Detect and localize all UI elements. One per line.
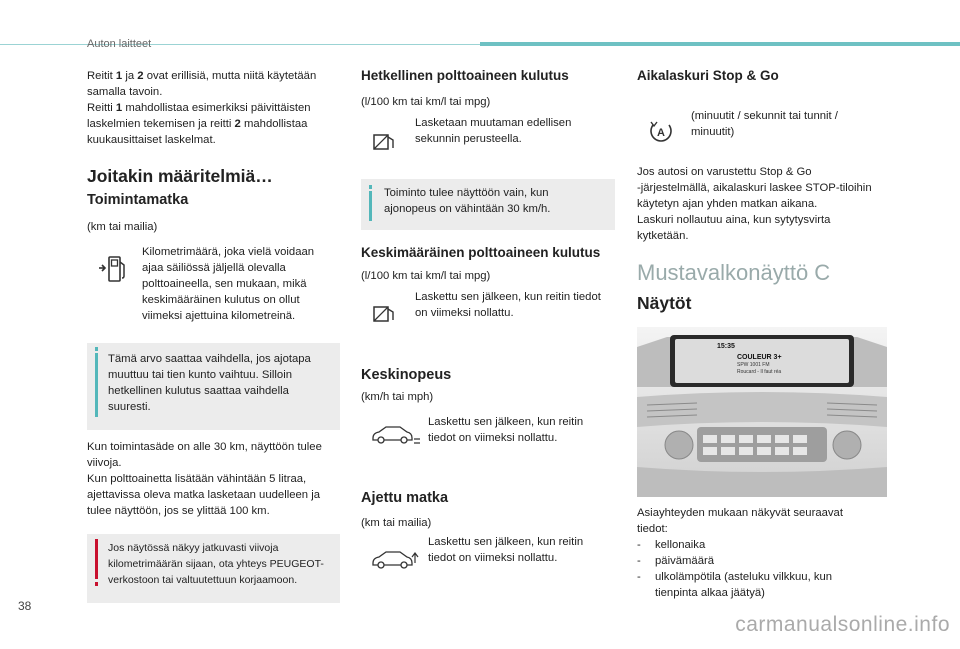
list-item: - kellonaika [637,539,706,551]
info-icon [95,347,98,351]
average-heading: Keskimääräinen polttoaineen kulutus [361,245,601,260]
car-distance-icon [370,549,422,574]
consumption-icon [372,301,396,326]
warning-note: Jos näytössä näkyy jatkuvasti viivoja kilometrimäärän sijaan, ota yhteys PEUGEOT- verkostoon tai valtuutettuun korjaamoon. [87,534,340,603]
display-heading: Mustavalkonäyttö C [637,260,831,285]
stopgo-heading: Aikalaskuri Stop & Go [637,68,779,83]
range-description: Kilometrimäärä, joka vielä voidaan ajaa säiliössä jäljellä olevalla polttoaineella, sen mukaan, mikä keskimääräinen kulutus on ollut viimeksi ajettuina kilometreinä. [142,246,315,322]
list-item: - päivämäärä [637,555,715,567]
distance-description: Laskettu sen jälkeen, kun reitin tiedot on viimeksi nollattu. [428,536,584,564]
screen-station: COULEUR 3+ [737,354,782,361]
range-unit: (km tai mailia) [87,221,158,233]
intro-paragraph: Reitit 1 ja 2 ovat erillisiä, mutta niitä käytetään samalla tavoin. Reitti 1 mahdollistaa esimerkiksi päivittäisten laskelmien tekemisen ja reitti 2 mahdollistaa kuukausittaiset laskelmat. [87,70,317,146]
screen-info-list: Asiayhteyden mukaan näkyvät seuraavat tiedot: - kellonaika - päivämäärä - ulkolämpötila (asteluku vilkkuu, kun tienpinta alkaa jäätyä) [637,505,907,601]
speed-heading: Keskinopeus [361,367,452,383]
range-text: Kun toimintasäde on alle 30 km, näyttöön tulee viivoja. Kun polttoainetta lisätään vähintään 5 litraa, ajettavissa oleva matka lasketaan uudelleen ja tulee näyttöön, jos se ylittää 100 km. [87,441,322,517]
dashboard-photo [637,327,887,497]
average-unit: (l/100 km tai km/l tai mpg) [361,270,491,282]
section-title: Auton laitteet [87,38,152,50]
watermark: carmanualsonline.info [735,613,950,636]
svg-text:A: A [657,127,665,139]
distance-heading: Ajettu matka [361,490,449,506]
definitions-heading: Joitakin määritelmiä… [87,166,273,186]
stopgo-text: Jos autosi on varustettu Stop & Go -järjestelmällä, aikalaskuri laskee STOP-tiloihin käytetyn ajan yhden matkan aikana. Laskuri nollautuu aina, kun sytytysvirta kytketään. [637,166,872,242]
range-heading: Toimintamatka [87,192,189,208]
screen-frequency: SPW 1001 FM [737,362,770,368]
page-number: 38 [18,599,32,613]
average-description: Laskettu sen jälkeen, kun reitin tiedot on viimeksi nollattu. [415,291,601,319]
stop-start-icon [648,118,674,147]
speed-unit: (km/h tai mph) [361,391,434,403]
screens-heading: Näytöt [637,293,692,313]
consumption-icon [372,129,396,154]
list-item: - ulkolämpötila (asteluku vilkkuu, kun tienpinta alkaa jäätyä) [637,571,833,599]
speed-description: Laskettu sen jälkeen, kun reitin tiedot on viimeksi nollattu. [428,416,584,444]
instant-note: Toiminto tulee näyttöön vain, kun ajonopeus on vähintään 30 km/h. [361,179,615,230]
instant-unit: (l/100 km tai km/l tai mpg) [361,96,491,108]
screen-message: Roucard - Il faut réa [737,369,782,375]
instant-heading: Hetkellinen polttoaineen kulutus [361,68,569,83]
info-icon [369,185,372,189]
screen-time: 15:35 [717,343,735,350]
header-accent-bar [480,42,960,46]
info-note: Tämä arvo saattaa vaihdella, jos ajotapa muuttuu tai tien kunto vaihtuu. Silloin hetkellinen kulutus saattaa vaihdella suuresti. [87,343,340,430]
car-speed-icon [370,424,422,449]
stopgo-unit: (minuutit / sekunnit tai tunnit / minuutit) [691,110,838,138]
fuel-pump-icon [97,254,129,287]
distance-unit: (km tai mailia) [361,517,432,529]
warning-icon [95,539,98,579]
instant-description: Lasketaan muutaman edellisen sekunnin perusteella. [415,117,572,145]
